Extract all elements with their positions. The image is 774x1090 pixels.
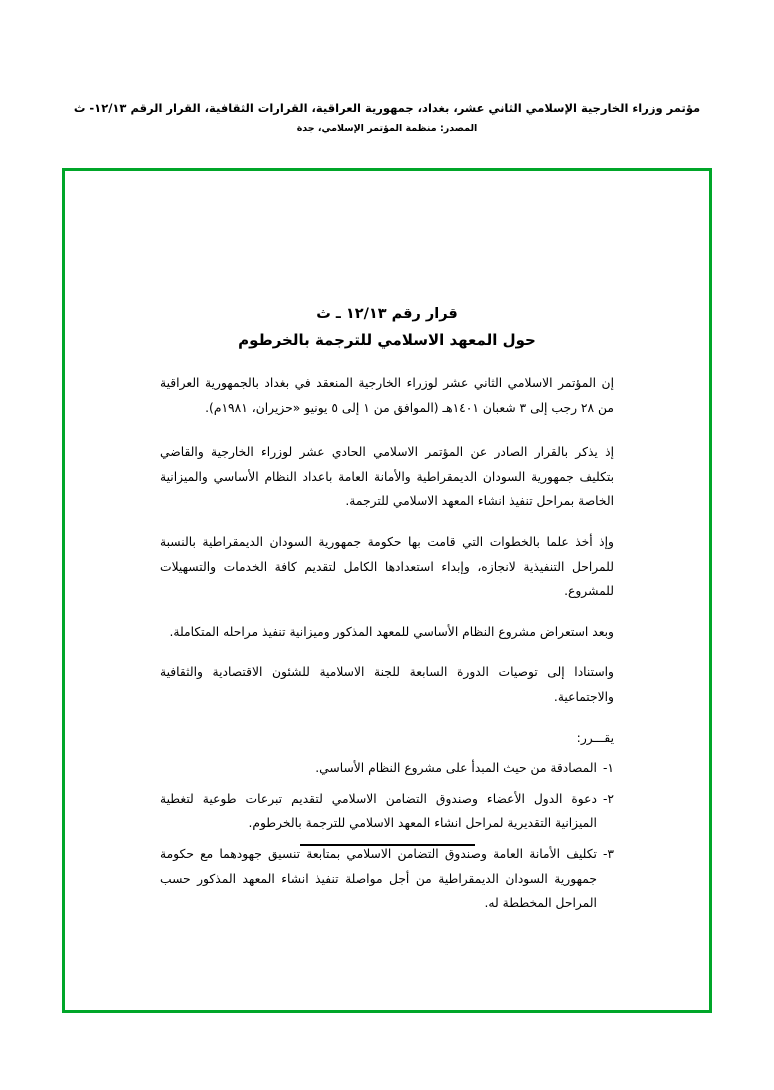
decision-label: يقـــرر: [576,730,614,745]
list-item-text: تكليف الأمانة العامة وصندوق التضامن الاسلامي بمتابعة تنسيق جهودهما مع حكومة جمهورية السودان الديمقراطية من أجل مواصلة تنفيذ انشاء المعهد المذكور حسب المراحل المخططة له. [160,846,597,911]
divider-line [300,844,475,846]
resolution-body [160,306,614,922]
list-item [160,842,614,916]
list-item-number: ٢- [602,791,614,806]
paragraph-reviewing: وبعد استعراض مشروع النظام الأساسي للمعهد المذكور وميزانية تنفيذ مراحله المتكاملة. [169,624,614,639]
header-title: مؤتمر وزراء الخارجية الإسلامي الثاني عشر، بغداد، جمهورية العراقية، القرارات الثقافية، القرار الرقم ١٢/١٣- ث [73,101,701,115]
document-header [0,100,774,134]
list-item [160,756,614,781]
list-item-text: دعوة الدول الأعضاء وصندوق التضامن الاسلامي لتقديم تبرعات طوعية لتغطية الميزانية التقديرية لمراحل انشاء المعهد الاسلامي للترجمة بالخرطوم. [160,791,597,831]
list-item-text: المصادقة من حيث المبدأ على مشروع النظام الأساسي. [315,761,597,776]
frame-inner [69,175,705,1006]
resolution-title: حول المعهد الاسلامي للترجمة بالخرطوم [238,331,536,349]
list-item-number: ٣- [602,846,614,861]
resolution-number: قرار رقم ١٢/١٣ ـ ث [316,306,458,322]
list-item-number: ١- [602,761,614,776]
green-border-frame [62,168,712,1013]
paragraph-recalling: إذ يذكر بالقرار الصادر عن المؤتمر الاسلامي الحادي عشر لوزراء الخارجية والقاضي بتكليف جمهورية السودان الديمقراطية والأمانة العامة باعداد النظام الأساسي والميزانية الخاصة بمراحل تنفيذ انشاء المعهد الاسلامي للترجمة. [160,445,614,509]
paragraph-based-on: واستنادا إلى توصيات الدورة السابعة للجنة الاسلامية للشئون الاقتصادية والثقافية والاجتماعية. [160,665,614,704]
header-source: المصدر: منظمة المؤتمر الإسلامي، جدة [296,123,478,135]
paragraph-noting: وإذ أخذ علما بالخطوات التي قامت بها حكومة جمهورية السودان الديمقراطية بالنسبة للمراحل التنفيذية لانجازه، وإبداء استعدادها الكامل لتقديم كافة الخدمات والتسهيلات للمشروع. [160,534,614,599]
list-item [160,787,614,836]
section-divider [70,844,704,846]
paragraph-preamble: إن المؤتمر الاسلامي الثاني عشر لوزراء الخارجية المنعقد في بغداد بالجمهورية العراقية من ٢٨ رجب إلى ٣ شعبان ١٤٠١هـ (الموافق من ١ إلى ٥ يونيو «حزيران، ١٩٨١م). [160,376,614,415]
decision-items-list [160,756,614,916]
